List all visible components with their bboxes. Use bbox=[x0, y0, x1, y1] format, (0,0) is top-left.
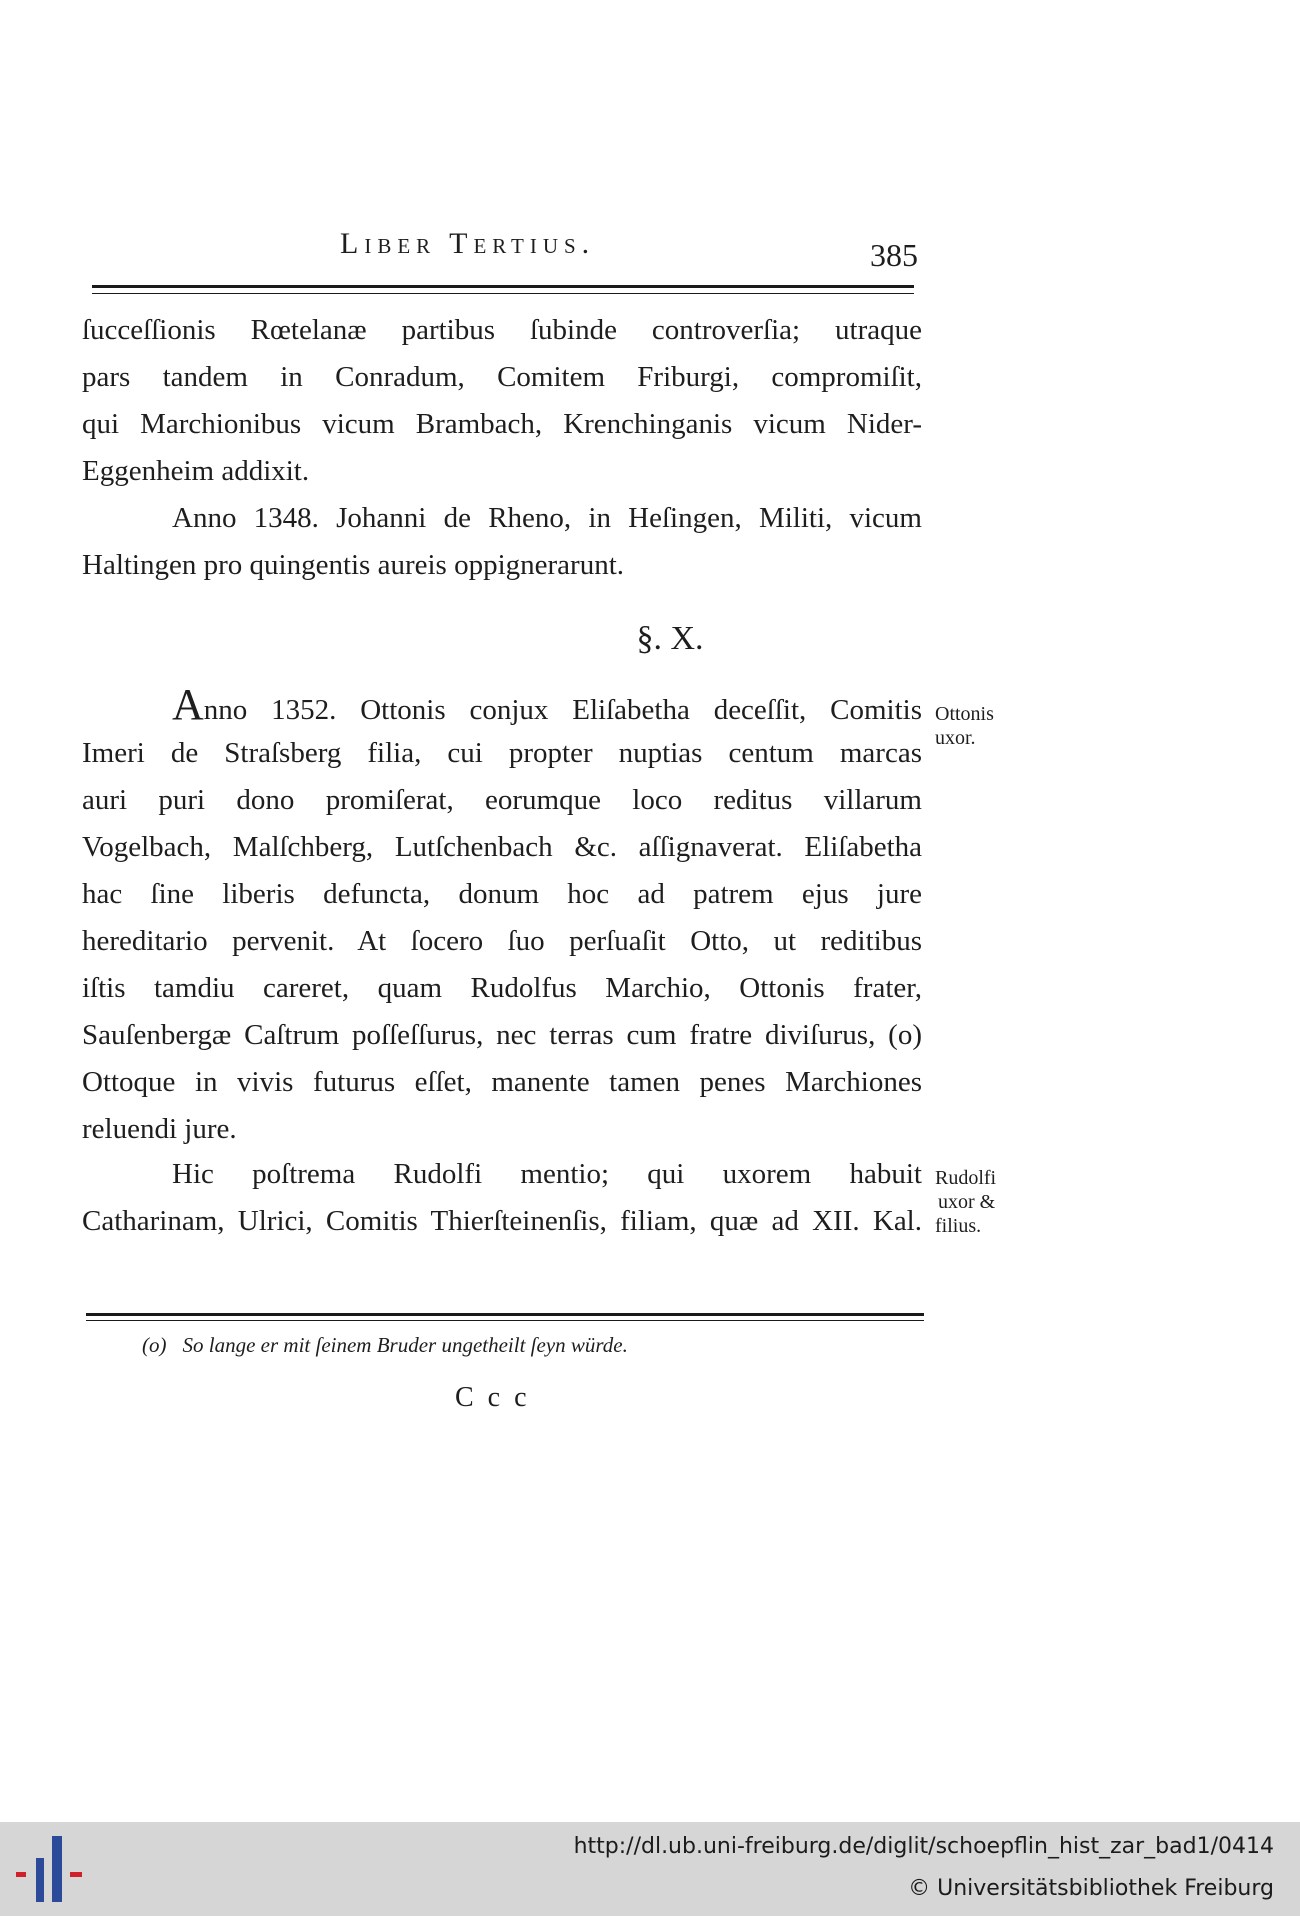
margin-note-rudolfi bbox=[935, 1166, 996, 1238]
text-line: Ottoque in vivis futurus eſſet, manente tamen penes Marchiones bbox=[82, 1066, 922, 1098]
text-line: iſtis tamdiu careret, quam Rudolfus Marchio, Ottonis frater, bbox=[82, 972, 922, 1004]
text-line: Haltingen pro quingentis aureis oppignerarunt. bbox=[82, 549, 625, 581]
text-line: pars tandem in Conradum, Comitem Friburgi, compromiſit, bbox=[82, 361, 922, 393]
paragraph-continuation bbox=[82, 307, 922, 495]
header-rule-thin bbox=[92, 293, 914, 294]
first-line-text: nno 1352. Ottonis conjux Eliſabetha deceſſit, Comitis bbox=[203, 694, 922, 726]
page-number: 385 bbox=[870, 237, 918, 273]
margin-note-line: Ottonis bbox=[935, 703, 994, 725]
section-heading: §. X. bbox=[636, 620, 704, 657]
footnote-rule-thin bbox=[86, 1320, 924, 1321]
text-line: auri puri dono promiſerat, eorumque loco reditus villarum bbox=[82, 784, 922, 816]
footnote-text: So lange er mit ſeinem Bruder ungetheilt ſeyn würde. bbox=[182, 1333, 628, 1357]
footnote-rule-thick bbox=[86, 1313, 924, 1316]
text-line: Hic poſtrema Rudolfi mentio; qui uxorem habuit bbox=[172, 1158, 922, 1190]
text-line: Catharinam, Ulrici, Comitis Thierſteinenſis, filiam, quæ ad XII. Kal. bbox=[82, 1205, 922, 1237]
running-head bbox=[90, 225, 920, 273]
margin-note-line: uxor. bbox=[935, 727, 976, 749]
source-url-link[interactable]: http://dl.ub.uni-freiburg.de/diglit/schoepflin_hist_zar_bad1/0414 bbox=[573, 1834, 1274, 1859]
text-line: Vogelbach, Malſchberg, Lutſchenbach &c. aſſignaverat. Eliſabetha bbox=[82, 831, 922, 863]
paragraph-anno-1348 bbox=[82, 495, 922, 589]
paragraph-anno-1352 bbox=[82, 680, 922, 1153]
signature-mark: Ccc bbox=[455, 1382, 541, 1413]
text-line: hac ſine liberis defuncta, donum hoc ad patrem ejus jure bbox=[82, 878, 922, 910]
text-line: reluendi jure. bbox=[82, 1113, 237, 1145]
margin-note-line: uxor & bbox=[938, 1191, 996, 1213]
copyright-notice: © Universitätsbibliothek Freiburg bbox=[908, 1876, 1274, 1901]
drop-capital: A bbox=[172, 680, 204, 729]
text-line: Imeri de Straſsberg filia, cui propter nuptias centum marcas bbox=[82, 737, 922, 769]
margin-note-line: filius. bbox=[935, 1215, 982, 1237]
footnote-mark: (o) bbox=[142, 1333, 167, 1357]
text-line: hereditario pervenit. At ſocero ſuo perſuaſit Otto, ut reditibus bbox=[82, 925, 922, 957]
footnote bbox=[142, 1333, 628, 1358]
running-title: Liber Tertius. bbox=[340, 227, 596, 260]
text-line: qui Marchionibus vicum Brambach, Krenchinganis vicum Nider- bbox=[82, 408, 922, 440]
text-line: Eggenheim addixit. bbox=[82, 455, 310, 487]
paragraph-rudolfi bbox=[82, 1151, 922, 1245]
text-line: Sauſenbergæ Caſtrum poſſeſſurus, nec terras cum fratre diviſurus, (o) bbox=[82, 1019, 922, 1051]
header-rule-thick bbox=[92, 285, 914, 288]
text-line: Anno 1348. Johanni de Rheno, in Heſingen, Militi, vicum bbox=[172, 502, 922, 534]
margin-note-ottonis bbox=[935, 702, 994, 750]
footer-bar bbox=[0, 1822, 1300, 1916]
text-line: ſucceſſionis Rœtelanæ partibus ſubinde controverſia; utraque bbox=[82, 314, 922, 346]
margin-note-line: Rudolfi bbox=[935, 1167, 997, 1189]
text-line-first bbox=[82, 680, 922, 730]
library-logo-icon[interactable] bbox=[14, 1836, 84, 1902]
